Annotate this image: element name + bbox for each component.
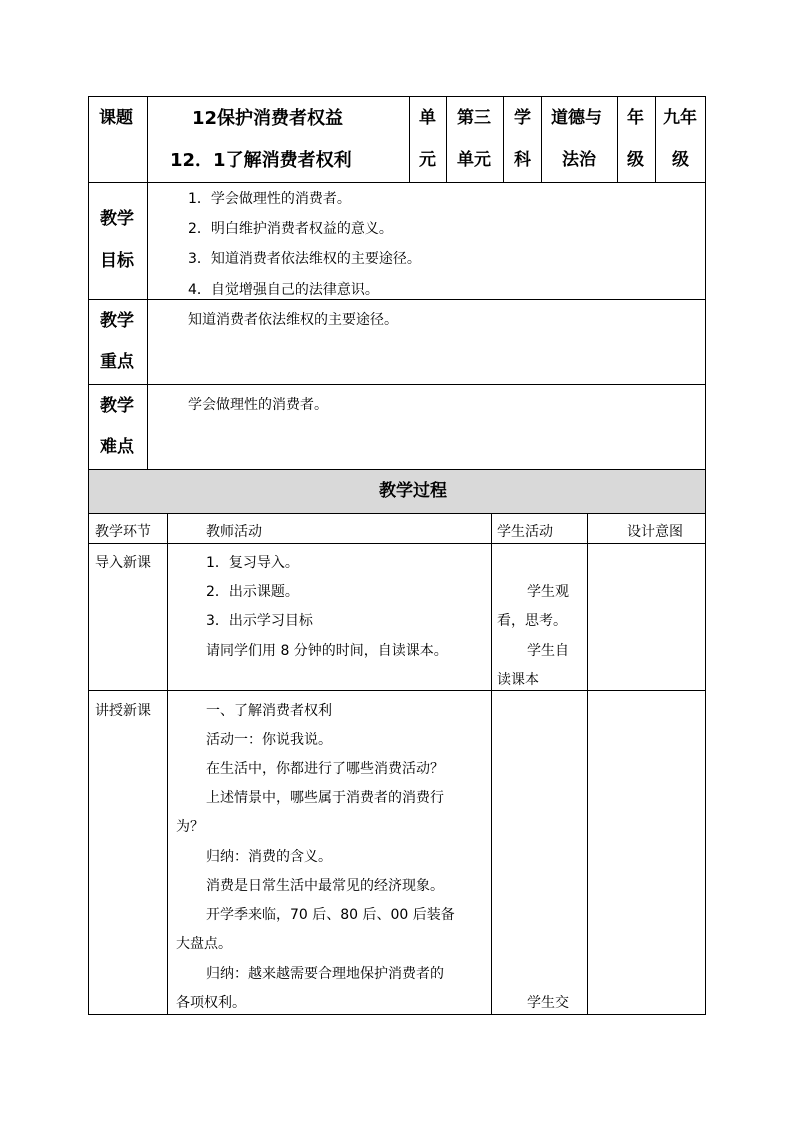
student-activity-line: 读课本 [497, 672, 539, 688]
table-border-bottom [88, 1014, 706, 1015]
teacher-activity-line: 活动一：你说我说。 [206, 732, 332, 748]
student-activity-line: 看，思考。 [497, 613, 567, 629]
stage-intro: 导入新课 [95, 555, 151, 571]
teacher-activity-line: 在生活中，你都进行了哪些消费活动？ [206, 761, 444, 777]
subject-label: 科 [514, 150, 531, 170]
row-divider [88, 513, 706, 514]
grade-label: 年 [627, 108, 644, 128]
teacher-activity-line: 上述情景中，哪些属于消费者的消费行 [206, 790, 444, 806]
header-teacher: 教师活动 [206, 524, 262, 540]
row-divider [88, 299, 706, 300]
col-divider [491, 513, 492, 1014]
header-student: 学生活动 [497, 524, 553, 540]
teacher-activity-line: 归纳：越来越需要合理地保护消费者的 [206, 966, 444, 982]
process-title: 教学过程 [379, 481, 447, 501]
teacher-activity-line: 各项权利。 [176, 995, 246, 1011]
col-divider [147, 96, 148, 469]
student-activity-line: 学生观 [527, 584, 569, 600]
unit-value: 单元 [457, 150, 491, 170]
table-border-left [88, 96, 89, 1014]
stage-teaching: 讲授新课 [95, 703, 151, 719]
grade-value: 九年 [663, 108, 697, 128]
teacher-activity-line: 2．出示课题。 [206, 584, 299, 600]
goals-label: 教学 [100, 209, 134, 229]
col-divider [587, 513, 588, 1014]
col-divider [655, 96, 656, 182]
col-divider [503, 96, 504, 182]
student-activity-line: 学生交 [527, 995, 569, 1011]
goals-label: 目标 [100, 251, 134, 271]
teacher-activity-line: 消费是日常生活中最常见的经济现象。 [206, 878, 444, 894]
col-divider [409, 96, 410, 182]
grade-label: 级 [627, 150, 644, 170]
row-divider [88, 690, 706, 691]
teacher-activity-line: 归纳：消费的含义。 [206, 849, 332, 865]
difficulty-label: 教学 [100, 396, 134, 416]
teacher-activity-line: 为？ [176, 819, 204, 835]
goal-item: 3．知道消费者依法维权的主要途径。 [188, 251, 421, 267]
subject-value: 法治 [562, 150, 596, 170]
row-divider [88, 384, 706, 385]
lesson-subtitle: 12．1了解消费者权利 [170, 150, 352, 171]
subject-value: 道德与 [551, 108, 602, 128]
goal-item: 1．学会做理性的消费者。 [188, 191, 351, 207]
teacher-activity-line: 3．出示学习目标 [206, 613, 313, 629]
key-points-label: 教学 [100, 311, 134, 331]
goal-item: 4．自觉增强自己的法律意识。 [188, 282, 379, 298]
goal-item: 2．明白维护消费者权益的意义。 [188, 221, 393, 237]
header-stage: 教学环节 [95, 524, 151, 540]
teacher-activity-line: 请同学们用 8 分钟的时间，自读课本。 [206, 643, 448, 659]
col-divider [167, 513, 168, 1014]
row-divider [88, 543, 706, 544]
unit-label: 单 [419, 108, 436, 128]
col-divider [541, 96, 542, 182]
subject-label: 学 [514, 108, 531, 128]
lesson-title: 12保护消费者权益 [192, 108, 344, 129]
key-points-text: 知道消费者依法维权的主要途径。 [188, 312, 398, 328]
row-divider [88, 469, 706, 470]
teacher-activity-line: 大盘点。 [176, 936, 232, 952]
header-intent: 设计意图 [627, 524, 683, 540]
grade-value: 级 [672, 150, 689, 170]
teacher-activity-line: 1．复习导入。 [206, 555, 299, 571]
table-border-right [705, 96, 706, 1014]
table-border-top [88, 96, 706, 97]
unit-value: 第三 [457, 108, 491, 128]
row-divider [88, 182, 706, 183]
teacher-activity-line: 一、了解消费者权利 [206, 703, 332, 719]
difficulty-label: 难点 [100, 437, 134, 457]
col-divider [617, 96, 618, 182]
key-points-label: 重点 [100, 352, 134, 372]
col-divider [446, 96, 447, 182]
unit-label: 元 [419, 150, 436, 170]
topic-label: 课题 [99, 108, 133, 128]
teacher-activity-line: 开学季来临，70 后、80 后、00 后装备 [206, 907, 455, 923]
student-activity-line: 学生自 [527, 643, 569, 659]
difficulty-text: 学会做理性的消费者。 [188, 397, 328, 413]
